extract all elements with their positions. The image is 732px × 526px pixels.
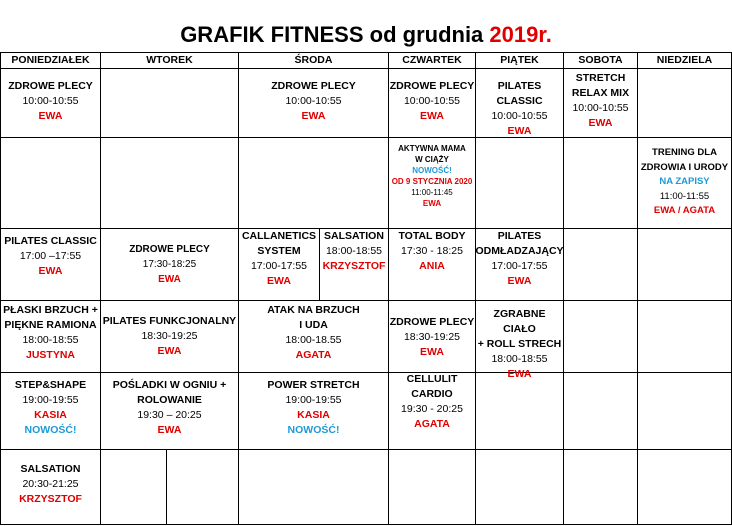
day-header-sun: NIEDZIELA — [656, 54, 713, 66]
class-name: CARDIO — [411, 388, 453, 400]
class-instructor: EWA — [38, 265, 63, 277]
class-instructor: EWA — [38, 110, 63, 122]
class-instructor: EWA — [420, 110, 444, 122]
new-badge: NOWOŚĆ! — [412, 166, 452, 175]
day-header-thu: CZWARTEK — [402, 54, 462, 66]
class-time: 20:30-21:25 — [22, 478, 79, 490]
class-name: SALSATION — [324, 230, 384, 242]
grid-line — [0, 524, 732, 525]
class-name: AKTYWNA MAMA — [398, 144, 466, 153]
class-cell — [638, 146, 731, 219]
class-instructor: KASIA — [297, 409, 330, 421]
class-instructor: EWA — [158, 274, 181, 285]
class-cell — [1, 79, 100, 124]
class-instructor: EWA — [157, 345, 182, 357]
class-name: ATAK NA BRZUCH — [267, 304, 360, 316]
class-cell — [239, 79, 388, 124]
class-time: 17:00-17:55 — [250, 260, 308, 272]
class-time: 17:00 –17:55 — [19, 250, 82, 262]
class-cell — [1, 378, 100, 438]
class-time: 17:30 - 18:25 — [401, 245, 463, 257]
class-cell — [389, 229, 475, 274]
class-name: ROLOWANIE — [137, 394, 202, 406]
class-cell — [389, 315, 475, 360]
class-name: SALSATION — [20, 463, 81, 475]
class-time: 11:00-11:55 — [659, 190, 710, 202]
class-time: 11:00-11:45 — [411, 188, 453, 197]
class-time: 19:30 – 20:25 — [137, 409, 202, 421]
grid-line — [0, 300, 732, 301]
class-time: 19:00-19:55 — [22, 394, 79, 406]
class-cell — [239, 303, 388, 363]
class-time: 19:00-19:55 — [285, 394, 342, 406]
class-cell — [389, 79, 475, 124]
class-time: 18:00-18:55 — [325, 245, 383, 257]
class-instructor: EWA — [301, 110, 326, 122]
class-name: ZDROWE PLECY — [8, 80, 93, 92]
class-cell — [101, 242, 238, 287]
class-instructor: EWA — [157, 424, 182, 436]
class-name: ZDROWE PLECY — [389, 80, 475, 92]
class-instructor: ANIA — [419, 260, 445, 272]
class-cell — [476, 79, 563, 139]
class-name: POWER STRETCH — [267, 379, 360, 391]
class-time: 18:00-18:55 — [491, 353, 548, 365]
grid-line — [166, 449, 167, 525]
class-instructor: KRZYSZTOF — [19, 493, 82, 505]
class-instructor: KRZYSZTOF — [322, 260, 386, 272]
grid-line — [0, 68, 732, 69]
class-cell — [389, 372, 475, 432]
class-cell — [389, 143, 475, 209]
class-time: 18:00-18:55 — [22, 334, 79, 346]
day-header-wed: ŚRODA — [294, 54, 333, 66]
class-cell — [1, 462, 100, 507]
day-header-mon: PONIEDZIAŁEK — [11, 54, 90, 66]
class-time: 17:00-17:55 — [491, 260, 548, 272]
class-time: 10:00-10:55 — [22, 95, 79, 107]
class-cell — [564, 71, 637, 131]
class-instructor: EWA — [420, 346, 444, 358]
class-instructor: EWA — [507, 125, 532, 137]
class-instructor: EWA — [507, 275, 532, 287]
new-badge: NOWOŚĆ! — [24, 424, 77, 436]
class-time: 18:00-18.55 — [285, 334, 342, 346]
class-instructor: EWA — [422, 199, 442, 208]
class-cell — [476, 229, 563, 289]
class-instructor: EWA — [507, 368, 532, 380]
class-time: 18:30-19:25 — [403, 331, 461, 343]
class-name: PILATES FUNKCJONALNY — [102, 315, 237, 327]
day-header-fri: PIĄTEK — [500, 54, 539, 66]
new-badge: NOWOŚĆ! — [287, 424, 340, 436]
class-name: ZDROWIA I URODY — [640, 161, 729, 173]
class-time: 17:30-18:25 — [142, 259, 197, 270]
class-cell — [101, 378, 238, 438]
class-time: 10:00-10:55 — [491, 110, 548, 122]
class-cell — [476, 307, 563, 382]
class-cell — [1, 303, 100, 363]
class-name: W CIĄŻY — [415, 155, 449, 164]
title-text: GRAFIK FITNESS od grudnia — [180, 22, 490, 47]
class-instructor: AGATA — [414, 418, 450, 430]
class-instructor: JUSTYNA — [25, 349, 75, 361]
grid-line — [0, 137, 732, 138]
class-name: SYSTEM — [257, 245, 301, 257]
class-name: POŚLADKI W OGNIU + — [112, 379, 227, 391]
class-instructor: KASIA — [34, 409, 67, 421]
class-instructor: EWA / AGATA — [653, 205, 716, 216]
grid-line — [637, 52, 638, 525]
class-name: STEP&SHAPE — [14, 379, 87, 391]
class-name: ZDROWE PLECY — [129, 244, 210, 255]
day-header-tue: WTOREK — [146, 54, 193, 66]
class-cell — [101, 314, 238, 359]
class-name: CALLANETICS — [241, 230, 317, 242]
class-note: NA ZAPISY — [659, 176, 710, 187]
class-name: RELAX MIX — [571, 87, 630, 99]
class-cell — [1, 234, 100, 279]
class-name: CELLULIT — [406, 373, 458, 385]
class-name: + ROLL STRECH — [477, 338, 562, 350]
class-name: ODMŁADZAJĄCY — [475, 245, 564, 257]
class-cell — [320, 229, 388, 274]
class-name: PILATES — [497, 230, 542, 242]
class-name: ZGRABNE CIAŁO — [493, 308, 546, 335]
class-cell — [239, 229, 319, 289]
day-header-sat: SOBOTA — [578, 54, 623, 66]
class-name: TOTAL BODY — [398, 230, 466, 242]
class-name: PILATES CLASSIC — [4, 235, 97, 247]
class-name: PIĘKNE RAMIONA — [4, 319, 97, 331]
class-instructor: EWA — [588, 117, 613, 129]
title-year: 2019r. — [489, 22, 552, 47]
class-name: ZDROWE PLECY — [271, 80, 356, 92]
class-time: 10:00-10:55 — [285, 95, 342, 107]
class-note: OD 9 STYCZNIA 2020 — [391, 177, 473, 186]
class-name: TRENING DLA — [652, 147, 717, 158]
class-time: 18:30-19:25 — [141, 330, 198, 342]
class-name: STRETCH — [575, 72, 626, 84]
class-time: 10:00-10:55 — [403, 95, 461, 107]
class-name: ZDROWE PLECY — [389, 316, 475, 328]
class-name: PŁASKI BRZUCH + — [3, 304, 98, 316]
class-name: PILATES CLASSIC — [496, 80, 543, 107]
grid-line — [0, 449, 732, 450]
class-time: 10:00-10:55 — [572, 102, 629, 114]
class-instructor: AGATA — [295, 349, 332, 361]
class-name: I UDA — [299, 319, 328, 331]
grid-line — [0, 372, 732, 373]
class-time: 19:30 - 20:25 — [401, 403, 463, 415]
class-instructor: EWA — [267, 275, 291, 287]
grid-line — [100, 52, 101, 525]
class-cell — [239, 378, 388, 438]
